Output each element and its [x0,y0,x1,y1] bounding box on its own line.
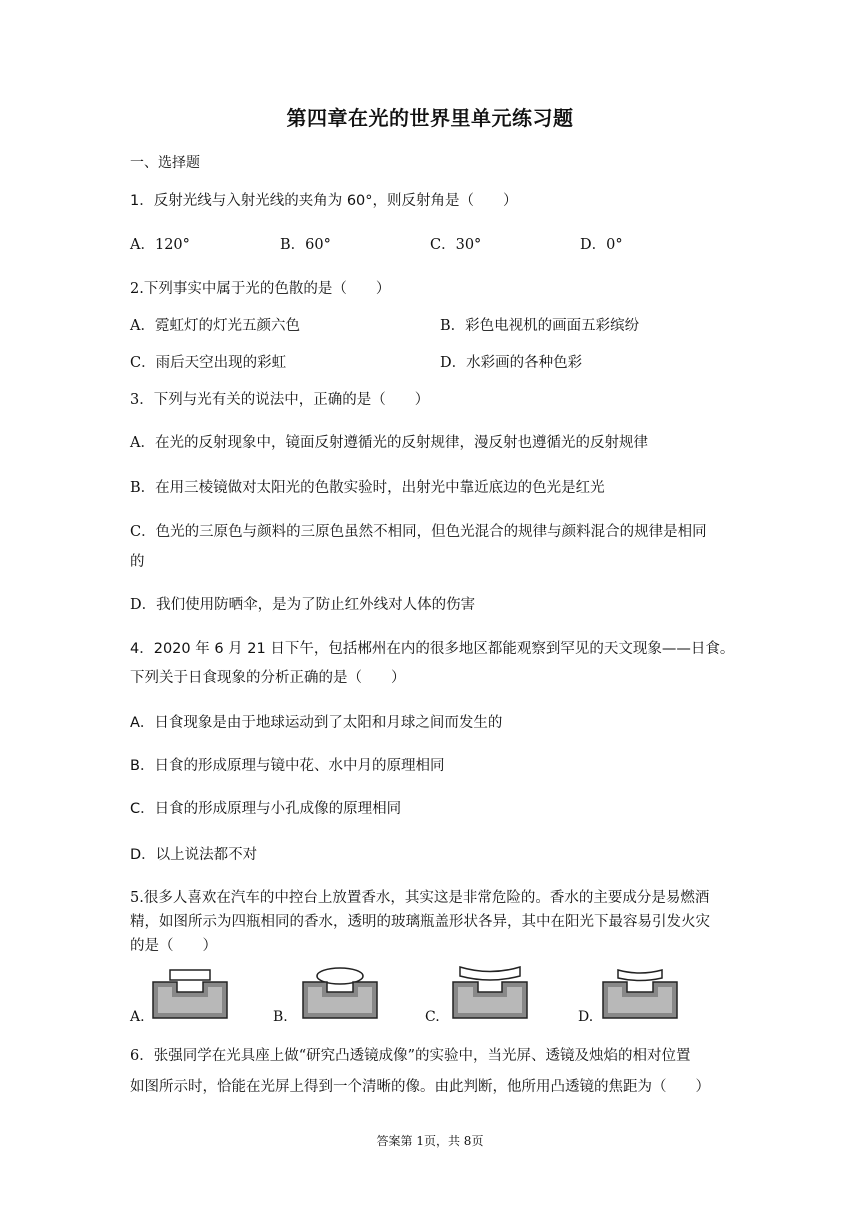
question-2-option-d: D．水彩画的各种色彩 [440,355,583,371]
question-2-stem: 2.下列事实中属于光的色散的是（ ） [130,281,391,297]
question-5-label-a: A. [130,1009,145,1025]
question-5-stem-line-1: 5.很多人喜欢在汽车的中控台上放置香水，其实这是非常危险的。香水的主要成分是易燃酒 [130,890,710,906]
question-4-option-c: C．日食的形成原理与小孔成像的原理相同 [130,801,402,817]
page-footer: 答案第 1页，共 8页 [376,1134,484,1148]
question-5-label-d: D. [578,1009,594,1025]
question-5-stem-line-3: 的是（ ） [130,938,217,954]
perfume-bottle-b-figure [300,966,380,1022]
question-1-option-c: C．30° [430,237,482,253]
question-6-stem-line-2: 如图所示时，恰能在光屏上得到一个清晰的像。由此判断，他所用凸透镜的焦距为（ ） [130,1079,710,1095]
question-2-option-b: B．彩色电视机的画面五彩缤纷 [440,318,640,334]
question-3-option-a: A．在光的反射现象中，镜面反射遵循光的反射规律，漫反射也遵循光的反射规律 [130,435,648,451]
question-4-stem-line-2: 下列关于日食现象的分析正确的是（ ） [130,670,406,686]
question-4-option-a: A．日食现象是由于地球运动到了太阳和月球之间而发生的 [130,715,503,731]
page-title: 第四章在光的世界里单元练习题 [286,106,574,130]
question-2-option-a: A．霓虹灯的灯光五颜六色 [130,318,300,334]
question-5-label-c: C. [425,1009,440,1025]
question-2-option-c: C．雨后天空出现的彩虹 [130,355,287,371]
question-5-stem-line-2: 精，如图所示为四瓶相同的香水，透明的玻璃瓶盖形状各异，其中在阳光下最容易引发火灾 [130,914,710,930]
question-3-stem: 3．下列与光有关的说法中，正确的是（ ） [130,392,430,408]
question-1-option-a: A．120° [130,237,190,253]
question-3-option-d: D．我们使用防晒伞，是为了防止红外线对人体的伤害 [130,597,476,613]
perfume-bottle-d-figure [600,966,680,1022]
perfume-bottle-c-figure [448,964,532,1022]
perfume-bottle-a-figure [150,968,230,1022]
question-1-option-b: B．60° [280,237,331,253]
question-3-option-b: B．在用三棱镜做对太阳光的色散实验时，出射光中靠近底边的色光是红光 [130,480,605,496]
question-1-option-d: D．0° [580,237,623,253]
question-3-option-c-cont: 的 [130,554,145,570]
section-heading: 一、选择题 [130,155,200,171]
question-4-option-b: B．日食的形成原理与镜中花、水中月的原理相同 [130,758,445,774]
question-1-stem: 1．反射光线与入射光线的夹角为 60°，则反射角是（ ） [130,193,518,209]
question-6-stem-line-1: 6．张强同学在光具座上做“研究凸透镜成像”的实验中，当光屏、透镜及烛焰的相对位置 [130,1048,691,1064]
question-4-stem-line-1: 4．2020 年 6 月 21 日下午，包括郴州在内的很多地区都能观察到罕见的天文现象——日食。 [130,641,735,657]
question-4-option-d: D．以上说法都不对 [130,847,258,863]
question-3-option-c: C．色光的三原色与颜料的三原色虽然不相同，但色光混合的规律与颜料混合的规律是相同 [130,524,707,540]
question-5-label-b: B. [273,1009,288,1025]
